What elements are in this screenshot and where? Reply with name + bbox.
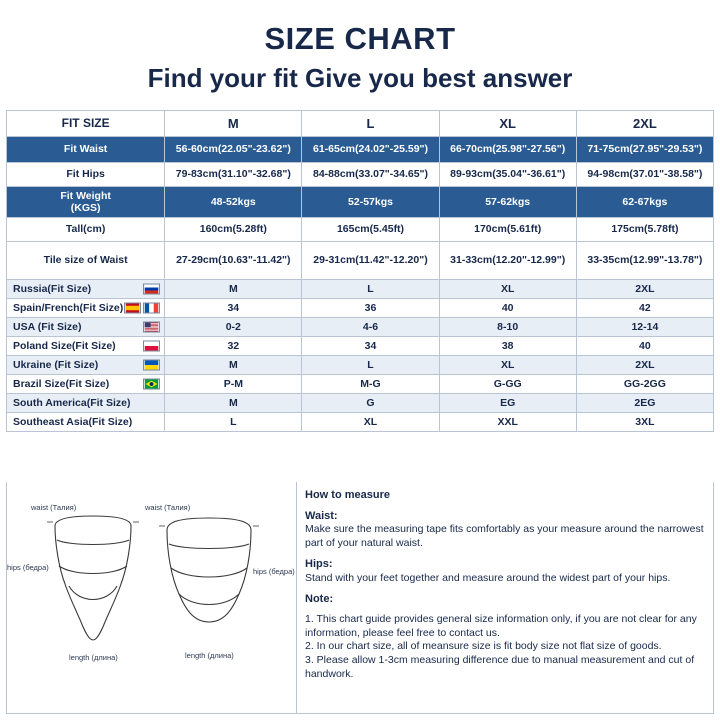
country-size-cell: 42 xyxy=(576,298,713,317)
label-waist-right: waist (Талия) xyxy=(145,503,191,512)
country-row xyxy=(7,336,714,355)
table-cell: 56-60cm(22.05"-23.62") xyxy=(165,136,302,162)
country-size-cell: G-GG xyxy=(439,374,576,393)
page-title: SIZE CHART xyxy=(264,21,456,56)
country-size-cell: P-M xyxy=(165,374,302,393)
table-cell: 62-67kgs xyxy=(576,186,713,217)
bottom-panel xyxy=(6,482,714,714)
country-label: Ukraine (Fit Size) xyxy=(7,355,165,374)
table-cell: 33-35cm(12.99"-13.78") xyxy=(576,241,713,279)
country-label: Southeast Asia(Fit Size) xyxy=(7,412,165,431)
page-subtitle: Find your fit Give you best answer xyxy=(147,63,573,94)
size-chart-table xyxy=(6,110,714,432)
country-size-cell: 2XL xyxy=(576,279,713,298)
flag-group xyxy=(143,359,160,370)
country-size-cell: 12-14 xyxy=(576,317,713,336)
table-cell: 94-98cm(37.01"-38.58") xyxy=(576,162,713,186)
row-label: Fit Weight (KGS) xyxy=(7,186,165,217)
hips-title: Hips: xyxy=(305,558,333,571)
table-header-row xyxy=(7,110,714,136)
table-cell: 170cm(5.61ft) xyxy=(439,217,576,241)
label-hips-right: hips (бедра) xyxy=(253,567,295,576)
table-cell: 71-75cm(27.95"-29.53") xyxy=(576,136,713,162)
country-size-cell: G xyxy=(302,393,439,412)
waist-text: Make sure the measuring tape fits comfortably as your measure around the narrowest part of your natural waist. xyxy=(305,523,704,550)
country-label: South America(Fit Size) xyxy=(7,393,165,412)
country-size-cell: 36 xyxy=(302,298,439,317)
note-item: 1. This chart guide provides general size information only, if you are not clear for any information, please feel free to contact us. xyxy=(305,612,697,639)
header-cell-size: XL xyxy=(439,110,576,136)
flag-group xyxy=(143,378,160,389)
table-cell: 175cm(5.78ft) xyxy=(576,217,713,241)
label-waist-left: waist (Талия) xyxy=(31,503,77,512)
country-size-cell: 34 xyxy=(165,298,302,317)
country-size-cell: L xyxy=(165,412,302,431)
flag-group xyxy=(143,283,160,294)
country-size-cell: XXL xyxy=(439,412,576,431)
country-size-cell: 0-2 xyxy=(165,317,302,336)
table-cell: 31-33cm(12.20"-12.99") xyxy=(439,241,576,279)
country-row xyxy=(7,374,714,393)
country-size-cell: 40 xyxy=(439,298,576,317)
country-size-cell: M-G xyxy=(302,374,439,393)
table-cell: 27-29cm(10.63"-11.42") xyxy=(165,241,302,279)
country-size-cell: 2EG xyxy=(576,393,713,412)
table-cell: 29-31cm(11.42"-12.20") xyxy=(302,241,439,279)
table-cell: 52-57kgs xyxy=(302,186,439,217)
country-size-cell: GG-2GG xyxy=(576,374,713,393)
table-cell: 61-65cm(24.02"-25.59") xyxy=(302,136,439,162)
country-size-cell: 2XL xyxy=(576,355,713,374)
country-size-cell: XL xyxy=(439,355,576,374)
table-cell: 89-93cm(35.04"-36.61") xyxy=(439,162,576,186)
table-cell: 165cm(5.45ft) xyxy=(302,217,439,241)
country-size-cell: M xyxy=(165,279,302,298)
table-cell: 48-52kgs xyxy=(165,186,302,217)
table-row xyxy=(7,217,714,241)
flag-group xyxy=(124,302,160,313)
country-label: Brazil Size(Fit Size) xyxy=(7,374,165,393)
notes-heading: How to measure xyxy=(305,489,390,501)
waist-title: Waist: xyxy=(305,509,338,522)
header-cell-fit-size: FIT SIZE xyxy=(7,110,165,136)
header-cell-size: L xyxy=(302,110,439,136)
country-size-cell: EG xyxy=(439,393,576,412)
header-cell-size: 2XL xyxy=(576,110,713,136)
row-label: Tile size of Waist xyxy=(7,241,165,279)
how-to-measure-notes xyxy=(297,482,713,713)
page-header xyxy=(0,0,720,94)
country-size-cell: 3XL xyxy=(576,412,713,431)
country-label: Poland Size(Fit Size) xyxy=(7,336,165,355)
table-cell: 160cm(5.28ft) xyxy=(165,217,302,241)
country-size-cell: 34 xyxy=(302,336,439,355)
row-label: Fit Hips xyxy=(7,162,165,186)
row-label: Fit Waist xyxy=(7,136,165,162)
table-cell: 57-62kgs xyxy=(439,186,576,217)
country-size-cell: 4-6 xyxy=(302,317,439,336)
hips-text: Stand with your feet together and measure around the widest part of your hips. xyxy=(305,571,671,584)
row-label: Tall(cm) xyxy=(7,217,165,241)
country-row xyxy=(7,412,714,431)
country-size-cell: 38 xyxy=(439,336,576,355)
country-label: Russia(Fit Size) xyxy=(7,279,165,298)
country-row xyxy=(7,298,714,317)
table-row xyxy=(7,241,714,279)
header-cell-size: M xyxy=(165,110,302,136)
table-row xyxy=(7,162,714,186)
country-label: USA (Fit Size) xyxy=(7,317,165,336)
note-item: 2. In our chart size, all of meansure size is fit body size not flat size of goods. xyxy=(305,640,662,653)
table-row xyxy=(7,186,714,217)
country-row xyxy=(7,279,714,298)
country-row xyxy=(7,317,714,336)
measurement-diagram xyxy=(7,482,297,713)
country-size-cell: L xyxy=(302,355,439,374)
underwear-diagram-svg xyxy=(7,482,297,712)
country-size-cell: M xyxy=(165,355,302,374)
country-row xyxy=(7,355,714,374)
note-title: Note: xyxy=(305,592,334,605)
label-length-left: length (длина) xyxy=(69,653,118,662)
table-cell: 79-83cm(31.10"-32.68") xyxy=(165,162,302,186)
table-row xyxy=(7,136,714,162)
country-size-cell: XL xyxy=(439,279,576,298)
country-label: Spain/French(Fit Size) xyxy=(7,298,165,317)
country-row xyxy=(7,393,714,412)
flag-group xyxy=(143,321,160,332)
flag-group xyxy=(143,340,160,351)
table-cell: 84-88cm(33.07"-34.65") xyxy=(302,162,439,186)
country-size-cell: M xyxy=(165,393,302,412)
country-size-cell: L xyxy=(302,279,439,298)
country-size-cell: 40 xyxy=(576,336,713,355)
country-size-cell: 32 xyxy=(165,336,302,355)
label-hips-left: hips (бедра) xyxy=(7,563,49,572)
note-item: 3. Please allow 1-3cm measuring difference due to manual measurement and cut of handwork. xyxy=(305,654,695,681)
country-size-cell: 8-10 xyxy=(439,317,576,336)
size-chart-table-wrap xyxy=(0,110,720,432)
country-size-cell: XL xyxy=(302,412,439,431)
table-cell: 66-70cm(25.98"-27.56") xyxy=(439,136,576,162)
note-list xyxy=(305,613,705,682)
label-length-right: length (длина) xyxy=(185,651,234,660)
